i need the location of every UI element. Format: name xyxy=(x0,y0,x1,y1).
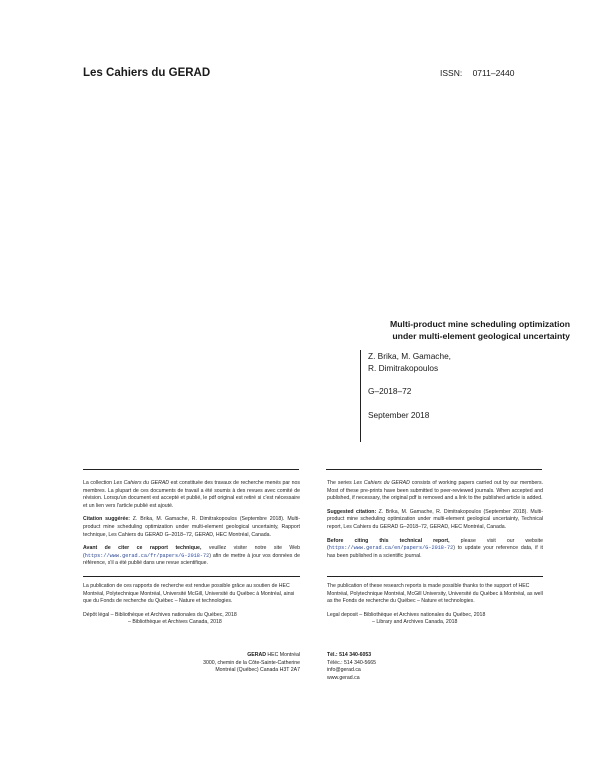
gerad-address: GERAD HEC Montréal 3000, chemin de la Côte-Sainte-Catherine Montréal (Québec) Canada H3T 2A7 xyxy=(150,652,300,675)
french-column xyxy=(83,480,300,574)
contact-tel: Tél.: 514 340-6053 xyxy=(327,652,372,658)
paper-title-line1: Multi-product mine scheduling optimization xyxy=(389,319,570,329)
french-url-link[interactable]: https://www.gerad.ca/fr/papers/G-2018-72 xyxy=(84,552,210,559)
issn xyxy=(440,68,515,78)
french-citation: Citation suggérée: Z. Brika, M. Gamache, R. Dimitrakopoulos (Septembre 2018). Multi-product mine scheduling optimization under multi-element geological uncertainty, Rapport technique, Les Cahiers du GERAD G–2018–72, GERAD, HEC Montréal, Canada. xyxy=(83,516,301,538)
series-title xyxy=(83,67,210,79)
french-intro: La collection Les Cahiers du GERAD est constituée des travaux de recherche menés par nos membres. La plupart de ces documents de travail a été soumis à des revues avec comité de révision. Lorsqu'un document est accepté et publié, le pdf original est retiré si c'est nécessaire et un lien vers l'article publié est ajouté. xyxy=(83,480,300,509)
paper-title xyxy=(330,319,570,342)
contact-fax: Téléc.: 514 340-5665 xyxy=(327,659,377,666)
french-funding-text: La publication de ces rapports de recherche est rendue possible grâce au soutien de HEC Montréal, Polytechnique Montréal, Université McGill, Université du Québec à Montréal, ainsi que du Fonds de recherche du Québec – Nature et technologies. xyxy=(83,583,295,605)
english-citation: Suggested citation: Z. Brika, M. Gamache, R. Dimitrakopoulos (September 2018). Multi-product mine scheduling optimization under multi-element geological uncertainty, Technical report, Les Cahiers du GERAD G–2018–72, GERAD, HEC Montréal, Canada. xyxy=(327,508,544,530)
rule-right-top xyxy=(326,469,542,470)
english-deposit: Legal deposit – Bibliothèque et Archives nationales du Québec, 2018 – Library and Archives Canada, 2018 xyxy=(327,611,486,626)
address-street: 3000, chemin de la Côte-Sainte-Catherine xyxy=(203,659,300,666)
english-url-link[interactable]: https://www.gerad.ca/en/papers/G-2018-72 xyxy=(328,545,454,552)
rule-right-mid xyxy=(327,576,543,577)
series-title-text: Les Cahiers du GERAD xyxy=(83,67,211,79)
contact-web[interactable]: www.gerad.ca xyxy=(327,674,360,681)
english-intro: The series Les Cahiers du GERAD consists of working papers carried out by our members. Most of these pre-prints have been submitted to peer-reviewed journals. When accepted and published, if necessary, the original pdf is removed and a link to the published article is added. xyxy=(327,480,543,502)
french-funding xyxy=(83,583,300,627)
gerad-contact xyxy=(327,652,376,682)
french-deposit: Dépôt légal – Bibliothèque et Archives nationales du Québec, 2018 – Bibliothèque et Archives Canada, 2018 xyxy=(83,611,237,626)
issn-value: 0711–2440 xyxy=(472,68,515,78)
issn-label: ISSN: xyxy=(440,68,463,78)
english-funding-text: The publication of these research reports is made possible thanks to the support of HEC Montréal, Polytechnique Montréal, McGill University, Université du Québec à Montréal, as well as the Fonds de recherche du Québec – Nature et technologies. xyxy=(327,583,543,605)
vertical-rule xyxy=(360,350,361,442)
english-before-citing: Before citing this technical report, please visit our website (https://www.gerad.ca/en/papers/G-2018-72) to update your reference data, if it has been published in a scientific journal. xyxy=(327,537,543,559)
report-number: G–2018–72 xyxy=(368,386,412,396)
rule-left-mid xyxy=(83,576,300,577)
paper-title-line2: under multi-element geological uncertainty xyxy=(392,330,570,341)
english-column xyxy=(327,480,543,566)
rule-left-top xyxy=(83,469,299,470)
report-date: September 2018 xyxy=(368,409,430,420)
authors-line2: R. Dimitrakopoulos xyxy=(368,362,439,373)
paper-meta xyxy=(368,351,451,421)
english-funding xyxy=(327,583,543,627)
contact-email[interactable]: info@gerad.ca xyxy=(327,667,361,674)
address-city: Montréal (Québec) Canada H3T 2A7 xyxy=(215,667,300,674)
authors-line1: Z. Brika, M. Gamache, xyxy=(368,351,451,361)
french-before-citing: Avant de citer ce rapport technique, veuillez visiter notre site Web (https://www.gerad.ca/fr/papers/G-2018-72) afin de mettre à jour vos données de référence, s'il a été publié dans une revue scientifique. xyxy=(83,545,300,567)
